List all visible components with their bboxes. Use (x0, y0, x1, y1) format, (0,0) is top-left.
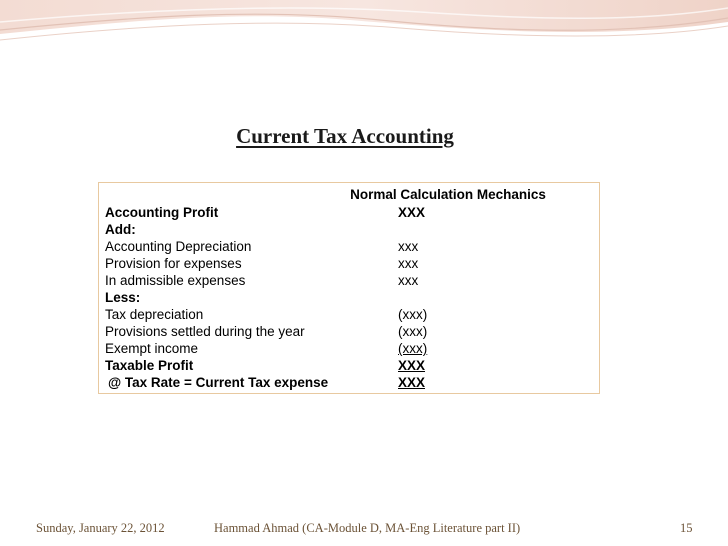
footer-author: Hammad Ahmad (CA-Module D, MA-Eng Literature part II) (214, 521, 521, 535)
table-row: Provisions settled during the year (xxx) (105, 324, 428, 339)
box-heading: Normal Calculation Mechanics (350, 187, 546, 202)
footer-page-number: 15 (680, 521, 693, 535)
header-swoosh-decoration (0, 0, 728, 60)
table-row: Add: (105, 222, 136, 237)
table-row: Less: (105, 290, 141, 305)
table-row: Exempt income (xxx) (105, 341, 428, 356)
footer-date: Sunday, January 22, 2012 (36, 521, 165, 535)
table-row: @ Tax Rate = Current Tax expense XXX (108, 375, 426, 390)
table-row: In admissible expenses xxx (105, 273, 419, 288)
slide-title: Current Tax Accounting (236, 124, 454, 148)
table-row: Accounting Profit XXX (105, 205, 426, 220)
table-row: Accounting Depreciation xxx (105, 239, 419, 254)
table-row: Provision for expenses xxx (105, 256, 419, 271)
table-row: Taxable Profit XXX (105, 358, 426, 373)
table-row: Tax depreciation (xxx) (105, 307, 428, 322)
calculation-box (98, 182, 600, 394)
